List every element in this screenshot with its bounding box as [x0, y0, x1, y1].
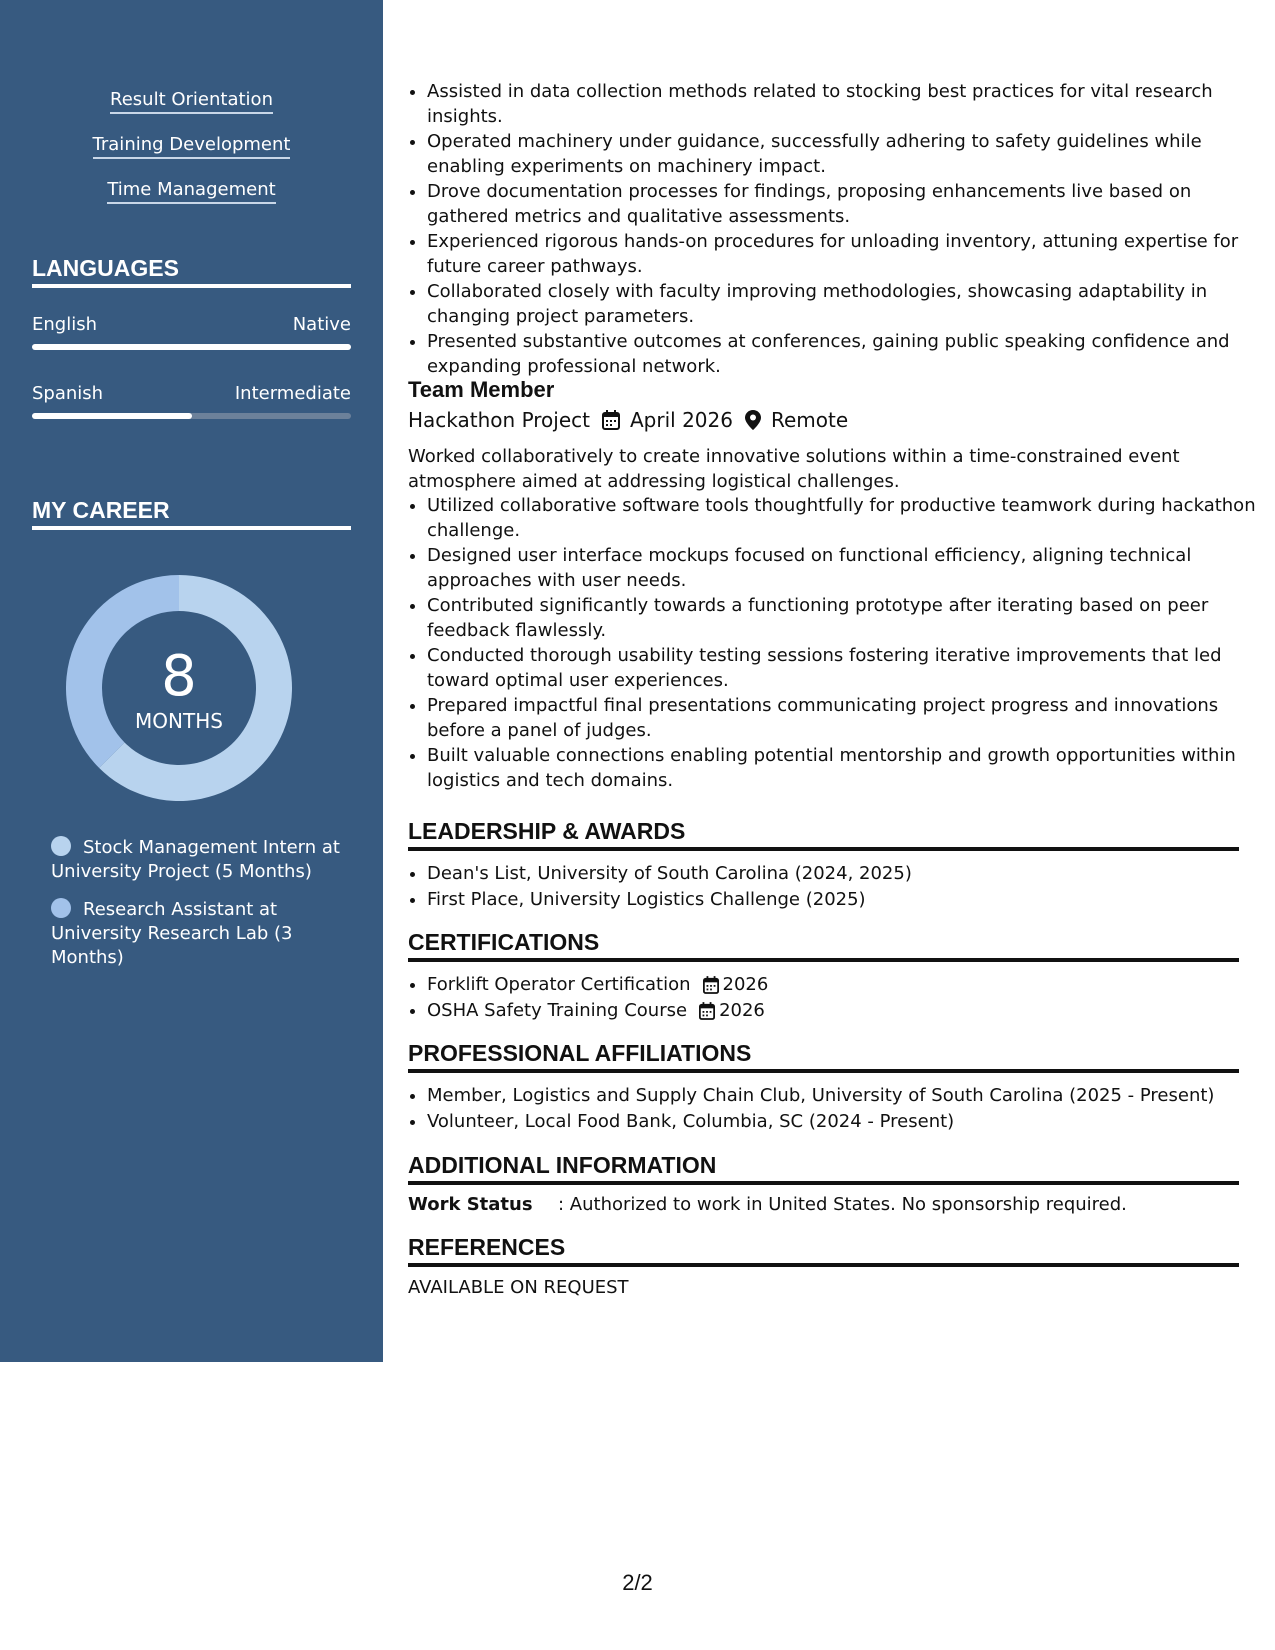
list-item: • Built valuable connections enabling potential mentorship and growth opportunities within logistics and tech domains. [427, 744, 1257, 793]
language-proficiency-fill [32, 344, 351, 350]
list-item: • Contributed significantly towards a functioning prototype after iterating based on peer feedback flawlessly. [427, 594, 1257, 643]
skill-item: Training Development [0, 133, 383, 157]
list-item: • Dean's List, University of South Carolina (2024, 2025) [427, 862, 1257, 887]
list-item: • Collaborated closely with faculty improving methodologies, showcasing adaptability in changing project parameters. [427, 280, 1257, 329]
career-legend-item: Research Assistant at University Research Lab (3 Months) [51, 899, 293, 968]
work-status-row [408, 1194, 1127, 1215]
legend-dot-icon [51, 898, 71, 918]
skill-item: Result Orientation [0, 88, 383, 112]
job-description: Worked collaboratively to create innovative solutions within a time-constrained event atmosphere aimed at addressing logistical challenges. [408, 446, 1180, 492]
career-legend-item: Stock Management Intern at University Project (5 Months) [51, 837, 340, 882]
list-item: • Prepared impactful final presentations communicating project progress and innovations before a panel of judges. [427, 694, 1257, 743]
cert-name: • Forklift Operator Certification [427, 974, 691, 995]
awards-list [408, 862, 1257, 913]
language-proficiency-fill [32, 413, 192, 419]
list-item: • Experienced rigorous hands-on procedures for unloading inventory, attuning expertise for future career pathways. [427, 230, 1257, 279]
language-level: Intermediate [234, 383, 351, 404]
list-item: • Utilized collaborative software tools thoughtfully for productive teamwork during hackathon challenge. [427, 494, 1257, 543]
legend-dot-icon [51, 836, 71, 856]
job-meta [408, 408, 848, 432]
references-heading: REFERENCES [408, 1234, 1239, 1267]
list-item [427, 973, 1257, 998]
job-organization: Hackathon Project [408, 408, 590, 432]
experience-bullets [408, 80, 1257, 380]
awards-heading: LEADERSHIP & AWARDS [408, 818, 1239, 851]
list-item: • Designed user interface mockups focused on functional efficiency, aligning technical approaches with user needs. [427, 544, 1257, 593]
job-location: Remote [770, 408, 849, 432]
cert-name: • OSHA Safety Training Course [427, 999, 688, 1021]
location-pin-icon [745, 410, 761, 430]
page-number: 2/2 [622, 1570, 653, 1595]
cert-year: 2026 [719, 999, 765, 1021]
certifications-heading: CERTIFICATIONS [408, 929, 1239, 962]
calendar-icon [602, 410, 620, 430]
list-item: • Drove documentation processes for findings, proposing enhancements live based on gathered metrics and qualitative assessments. [427, 180, 1257, 229]
job-date: April 2026 [630, 408, 733, 432]
job-bullets [408, 494, 1257, 794]
calendar-icon [703, 976, 719, 994]
work-status-value: : Authorized to work in United States. No sponsorship required. [558, 1194, 1127, 1215]
list-item: • Volunteer, Local Food Bank, Columbia, SC (2024 - Present) [427, 1110, 1257, 1135]
career-heading: MY CAREER [32, 497, 351, 530]
cert-year: 2026 [722, 974, 769, 995]
list-item [427, 999, 1257, 1024]
additional-info-heading: ADDITIONAL INFORMATION [408, 1152, 1239, 1185]
affiliations-heading: PROFESSIONAL AFFILIATIONS [408, 1040, 1239, 1073]
language-level: Native [292, 314, 351, 335]
career-total-unit: MONTHS [135, 709, 223, 733]
work-status-label: Work Status [408, 1194, 533, 1215]
language-proficiency-bar [32, 413, 351, 419]
calendar-icon [699, 1002, 715, 1020]
language-row [32, 383, 351, 404]
job-title: Team Member [408, 377, 555, 402]
list-item: • Conducted thorough usability testing sessions fostering iterative improvements that led toward optimal user experiences. [427, 644, 1257, 693]
language-name: Spanish [32, 383, 104, 404]
list-item: • Assisted in data collection methods related to stocking best practices for vital research insights. [427, 80, 1257, 129]
list-item: • First Place, University Logistics Challenge (2025) [427, 888, 1257, 913]
languages-heading: LANGUAGES [32, 255, 351, 288]
language-name: English [32, 314, 97, 335]
affiliations-list [408, 1084, 1257, 1135]
career-total-value: 8 [161, 644, 197, 709]
list-item: • Member, Logistics and Supply Chain Club, University of South Carolina (2025 - Present) [427, 1084, 1257, 1109]
references-text: AVAILABLE ON REQUEST [408, 1277, 629, 1298]
certifications-list [408, 973, 1257, 1024]
language-proficiency-bar [32, 344, 351, 350]
list-item: • Presented substantive outcomes at conferences, gaining public speaking confidence and expanding professional network. [427, 330, 1257, 379]
language-row [32, 314, 351, 335]
sidebar [0, 0, 383, 1362]
list-item: • Operated machinery under guidance, successfully adhering to safety guidelines while enabling experiments on machinery impact. [427, 130, 1257, 179]
skill-item: Time Management [0, 178, 383, 202]
